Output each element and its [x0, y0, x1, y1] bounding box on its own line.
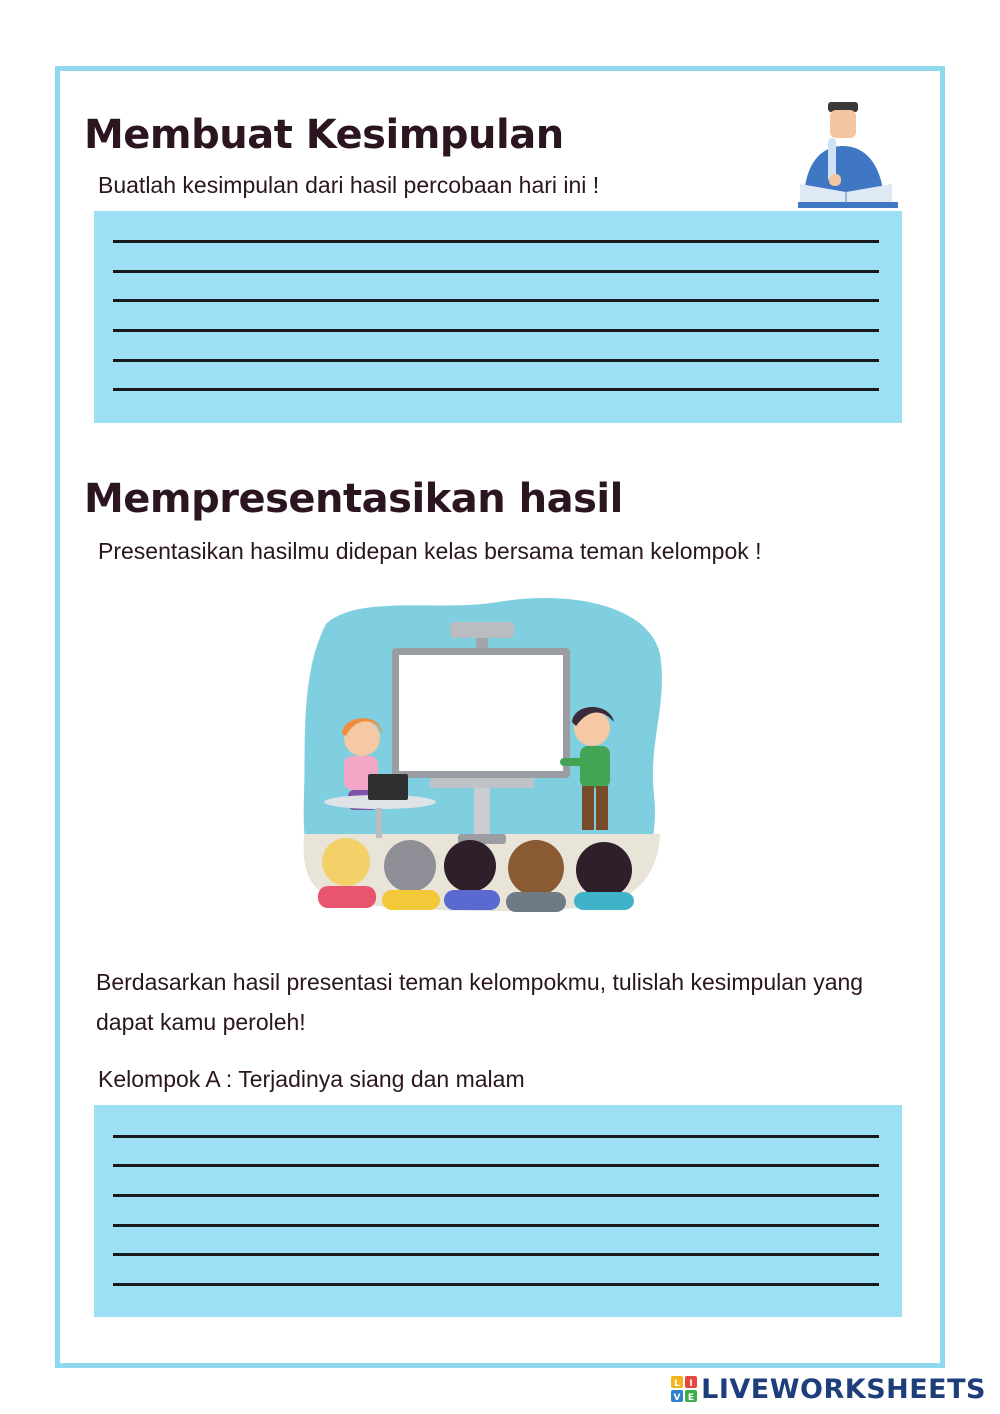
svg-text:V: V [673, 1393, 681, 1402]
answer-input-4[interactable] [113, 303, 883, 331]
section1-title: Membuat Kesimpulan [84, 112, 564, 158]
answer-box-2 [94, 1105, 902, 1317]
answer-input-5[interactable] [113, 333, 883, 361]
answer-input-6[interactable] [113, 362, 883, 390]
answer-input-7[interactable] [113, 1109, 883, 1137]
svg-text:E: E [688, 1393, 695, 1402]
section2-title: Mempresentasikan hasil [84, 476, 623, 522]
person-reading-book-icon [796, 100, 902, 210]
svg-text:L: L [674, 1379, 681, 1389]
answer-box-1 [94, 211, 902, 423]
classroom-presentation-illustration [298, 594, 666, 914]
liveworksheets-badge-icon [671, 1376, 697, 1402]
liveworksheets-logo [671, 1374, 986, 1404]
logo-text: LIVEWORKSHEETS [701, 1373, 986, 1405]
section2-paragraph: Berdasarkan hasil presentasi teman kelompokmu, tulislah kesimpulan yang dapat kamu peroleh! [96, 969, 864, 1035]
svg-text:I: I [689, 1379, 693, 1389]
answer-input-12[interactable] [113, 1257, 883, 1285]
section2-instruction: Presentasikan hasilmu didepan kelas bersama teman kelompok ! [98, 538, 762, 564]
answer-input-8[interactable] [113, 1138, 883, 1166]
answer-input-3[interactable] [113, 273, 883, 301]
answer-input-1[interactable] [113, 214, 883, 242]
group-label: Kelompok A : Terjadinya siang dan malam [98, 1066, 525, 1092]
answer-input-10[interactable] [113, 1198, 883, 1226]
answer-input-11[interactable] [113, 1227, 883, 1255]
answer-input-2[interactable] [113, 244, 883, 272]
section1-instruction: Buatlah kesimpulan dari hasil percobaan hari ini ! [98, 172, 600, 198]
answer-input-9[interactable] [113, 1168, 883, 1196]
